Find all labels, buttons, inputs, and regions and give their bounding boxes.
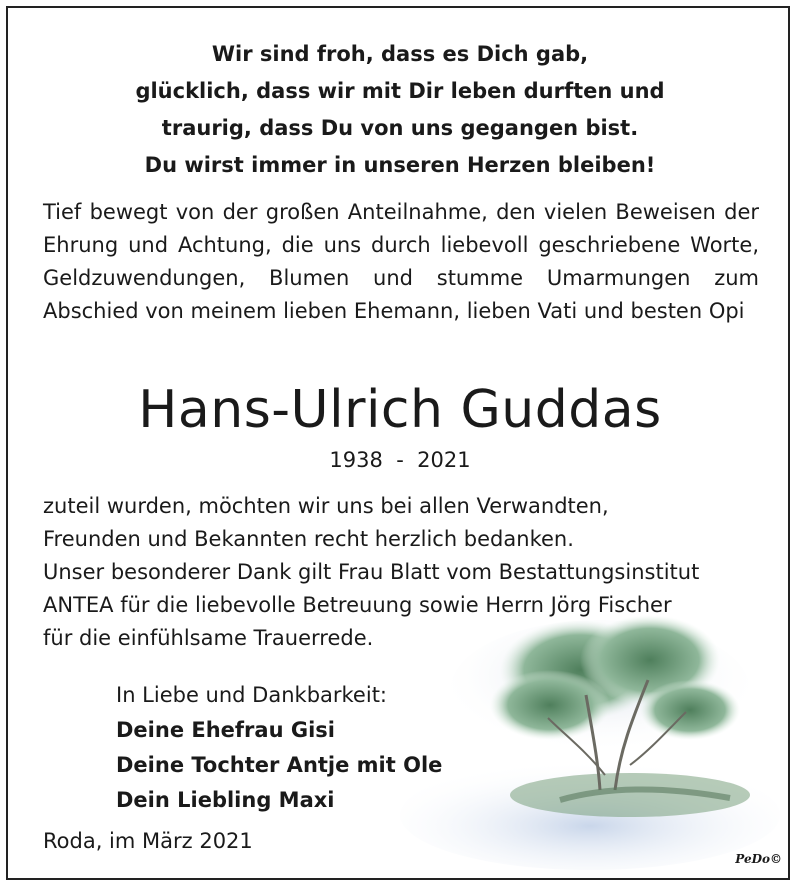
thanks-line: Unser besonderer Dank gilt Frau Blatt vom Bestattungsinstitut <box>43 560 700 584</box>
life-years: 1938 - 2021 <box>329 448 471 472</box>
intro-paragraph: Tief bewegt von der großen Anteilnahme, den vielen Beweisen der Ehrung und Achtung, die uns durch liebevoll geschriebene Worte, Geldzuwendungen, Blumen und stumme Umarmungen zum Abschied von meinem lieben Ehemann, lieben Vati und besten Opi <box>43 200 759 323</box>
family-member: Deine Tochter Antje mit Ole <box>116 753 443 777</box>
thanks-line: für die einfühlsame Trauerrede. <box>43 626 374 650</box>
poem-block <box>0 36 800 184</box>
poem-line: traurig, dass Du von uns gegangen bist. <box>161 116 639 140</box>
thanks-paragraph <box>43 490 759 655</box>
place-date: Roda, im März 2021 <box>43 829 253 853</box>
poem-line: glücklich, dass wir mit Dir leben durften und <box>135 79 665 103</box>
poem-line: Du wirst immer in unseren Herzen bleiben! <box>144 153 656 177</box>
family-member: Deine Ehefrau Gisi <box>116 718 335 742</box>
signoff-block <box>116 678 442 818</box>
thanks-line: ANTEA für die liebevolle Betreuung sowie Herrn Jörg Fischer <box>43 593 672 617</box>
artist-mark: PeDo© <box>735 852 782 866</box>
thanks-line: zuteil wurden, möchten wir uns bei allen Verwandten, <box>43 494 609 518</box>
family-member: Dein Liebling Maxi <box>116 788 335 812</box>
poem-line: Wir sind froh, dass es Dich gab, <box>211 42 589 66</box>
deceased-name: Hans-Ulrich Guddas <box>138 380 662 440</box>
signoff-lead: In Liebe und Dankbarkeit: <box>116 683 388 707</box>
thanks-line: Freunden und Bekannten recht herzlich bedanken. <box>43 527 574 551</box>
